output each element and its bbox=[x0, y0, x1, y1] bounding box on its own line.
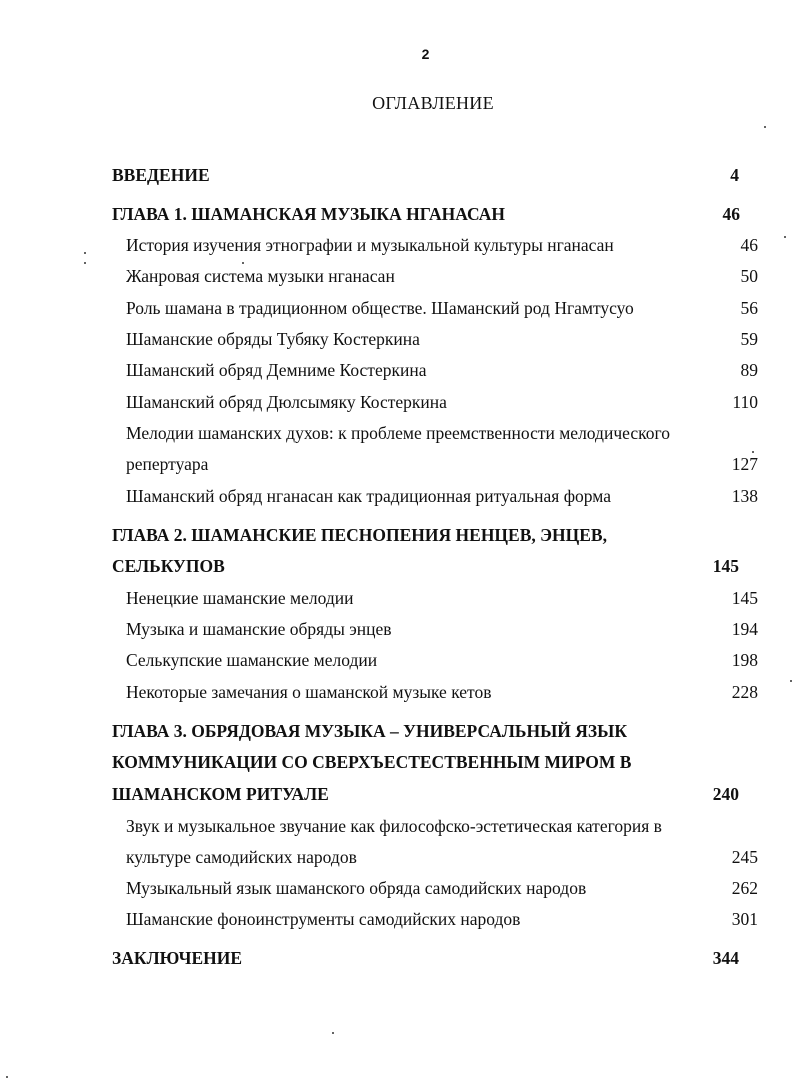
scan-speck bbox=[84, 262, 86, 264]
toc-entry-page: 240 bbox=[712, 784, 739, 804]
toc-entry-page: 110 bbox=[732, 392, 758, 412]
toc-entry-section bbox=[0, 358, 795, 382]
toc-entry-text: Жанровая система музыки нганасан bbox=[126, 266, 395, 286]
toc-entry-section bbox=[0, 296, 795, 320]
toc-entry-section bbox=[0, 814, 795, 838]
toc-entry-page: 245 bbox=[731, 847, 758, 867]
toc-entry-text: ГЛАВА 2. ШАМАНСКИЕ ПЕСНОПЕНИЯ НЕНЦЕВ, ЭНЦЕВ, bbox=[112, 525, 607, 545]
toc-entry-page: 50 bbox=[740, 266, 758, 286]
toc-entry-text: Музыка и шаманские обряды энцев bbox=[126, 619, 392, 639]
toc-entry-text: СЕЛЬКУПОВ bbox=[112, 556, 225, 576]
toc-entry-chapter-2-cont bbox=[0, 554, 795, 578]
toc-entry-page: 262 bbox=[731, 878, 758, 898]
toc-entry-text: КОММУНИКАЦИИ СО СВЕРХЪЕСТЕСТВЕННЫМ МИРОМ В bbox=[112, 752, 632, 772]
toc-entry-page: 301 bbox=[731, 909, 758, 929]
toc-entry-conclusion bbox=[0, 946, 795, 970]
toc-entry-chapter-3 bbox=[0, 719, 795, 743]
toc-entry-section bbox=[0, 421, 795, 445]
toc-entry-text: ЗАКЛЮЧЕНИЕ bbox=[112, 948, 243, 968]
toc-entry-text: ГЛАВА 1. ШАМАНСКАЯ МУЗЫКА НГАНАСАН bbox=[112, 204, 505, 224]
toc-entry-text: Мелодии шаманских духов: к проблеме преемственности мелодического bbox=[126, 423, 670, 443]
toc-entry-page: 344 bbox=[712, 948, 739, 968]
toc-entry-section bbox=[0, 907, 795, 931]
toc-entry-section bbox=[0, 680, 795, 704]
toc-entry-text: Ненецкие шаманские мелодии bbox=[126, 588, 354, 608]
toc-entry-page: 59 bbox=[740, 329, 758, 349]
toc-entry-text: Некоторые замечания о шаманской музыке кетов bbox=[126, 682, 492, 702]
toc-entry-section bbox=[0, 484, 795, 508]
toc-entry-section bbox=[0, 390, 795, 414]
toc-entry-page: 89 bbox=[740, 360, 758, 380]
toc-entry-section bbox=[0, 648, 795, 672]
toc-entry-section bbox=[0, 845, 795, 869]
toc-entry-text: ВВЕДЕНИЕ bbox=[112, 165, 210, 185]
toc-entry-chapter-2 bbox=[0, 523, 795, 547]
scan-speck bbox=[242, 262, 244, 264]
toc-entry-chapter-1 bbox=[0, 202, 795, 226]
toc-entry-text: культуре самодийских народов bbox=[126, 847, 357, 867]
scan-speck bbox=[784, 236, 786, 238]
toc-entry-page: 46 bbox=[740, 235, 758, 255]
toc-entry-text: ШАМАНСКОМ РИТУАЛЕ bbox=[112, 784, 329, 804]
scan-speck bbox=[790, 680, 792, 682]
scan-speck bbox=[764, 126, 766, 128]
toc-entry-page: 194 bbox=[731, 619, 758, 639]
scan-speck bbox=[84, 252, 86, 254]
toc-entry-page: 127 bbox=[731, 454, 758, 474]
toc-entry-page: 4 bbox=[730, 165, 739, 185]
toc-entry-chapter-3-cont bbox=[0, 782, 795, 806]
page-number: 2 bbox=[421, 46, 430, 62]
toc-entry-section bbox=[0, 327, 795, 351]
toc-entry-section bbox=[0, 452, 795, 476]
toc-entry-text: репертуара bbox=[126, 454, 209, 474]
toc-entry-text: ГЛАВА 3. ОБРЯДОВАЯ МУЗЫКА – УНИВЕРСАЛЬНЫЙ ЯЗЫК bbox=[112, 721, 628, 741]
toc-entry-text: История изучения этнографии и музыкальной культуры нганасан bbox=[126, 235, 614, 255]
toc-entry-text: Шаманский обряд нганасан как традиционная ритуальная форма bbox=[126, 486, 612, 506]
toc-title: ОГЛАВЛЕНИЕ bbox=[372, 93, 494, 113]
toc-entry-text: Музыкальный язык шаманского обряда самодийских народов bbox=[126, 878, 587, 898]
toc-entry-text: Роль шамана в традиционном обществе. Шаманский род Нгамтусуо bbox=[126, 298, 634, 318]
toc-entry-text: Шаманский обряд Дюлсымяку Костеркина bbox=[126, 392, 447, 412]
toc-entry-page: 228 bbox=[731, 682, 758, 702]
toc-entry-text: Шаманские обряды Тубяку Костеркина bbox=[126, 329, 420, 349]
toc-entry-text: Селькупские шаманские мелодии bbox=[126, 650, 378, 670]
toc-entry-section bbox=[0, 264, 795, 288]
scan-speck bbox=[752, 451, 754, 453]
toc-entry-page: 138 bbox=[731, 486, 758, 506]
toc-entry-chapter-3-cont bbox=[0, 750, 795, 774]
toc-entry-page: 198 bbox=[731, 650, 758, 670]
toc-entry-page: 145 bbox=[731, 588, 758, 608]
toc-entry-page: 46 bbox=[722, 204, 740, 224]
toc-entry-text: Звук и музыкальное звучание как философско-эстетическая категория в bbox=[126, 816, 662, 836]
scan-speck bbox=[332, 1032, 334, 1034]
toc-entry-text: Шаманские фоноинструменты самодийских народов bbox=[126, 909, 521, 929]
toc-entry-text: Шаманский обряд Демниме Костеркина bbox=[126, 360, 427, 380]
toc-entry-section bbox=[0, 876, 795, 900]
toc-entry-section bbox=[0, 617, 795, 641]
scan-speck bbox=[6, 1076, 8, 1078]
toc-entry-section bbox=[0, 586, 795, 610]
toc-entry-intro bbox=[0, 163, 795, 187]
toc-entry-section bbox=[0, 233, 795, 257]
toc-entry-page: 145 bbox=[712, 556, 739, 576]
toc-entry-page: 56 bbox=[740, 298, 758, 318]
